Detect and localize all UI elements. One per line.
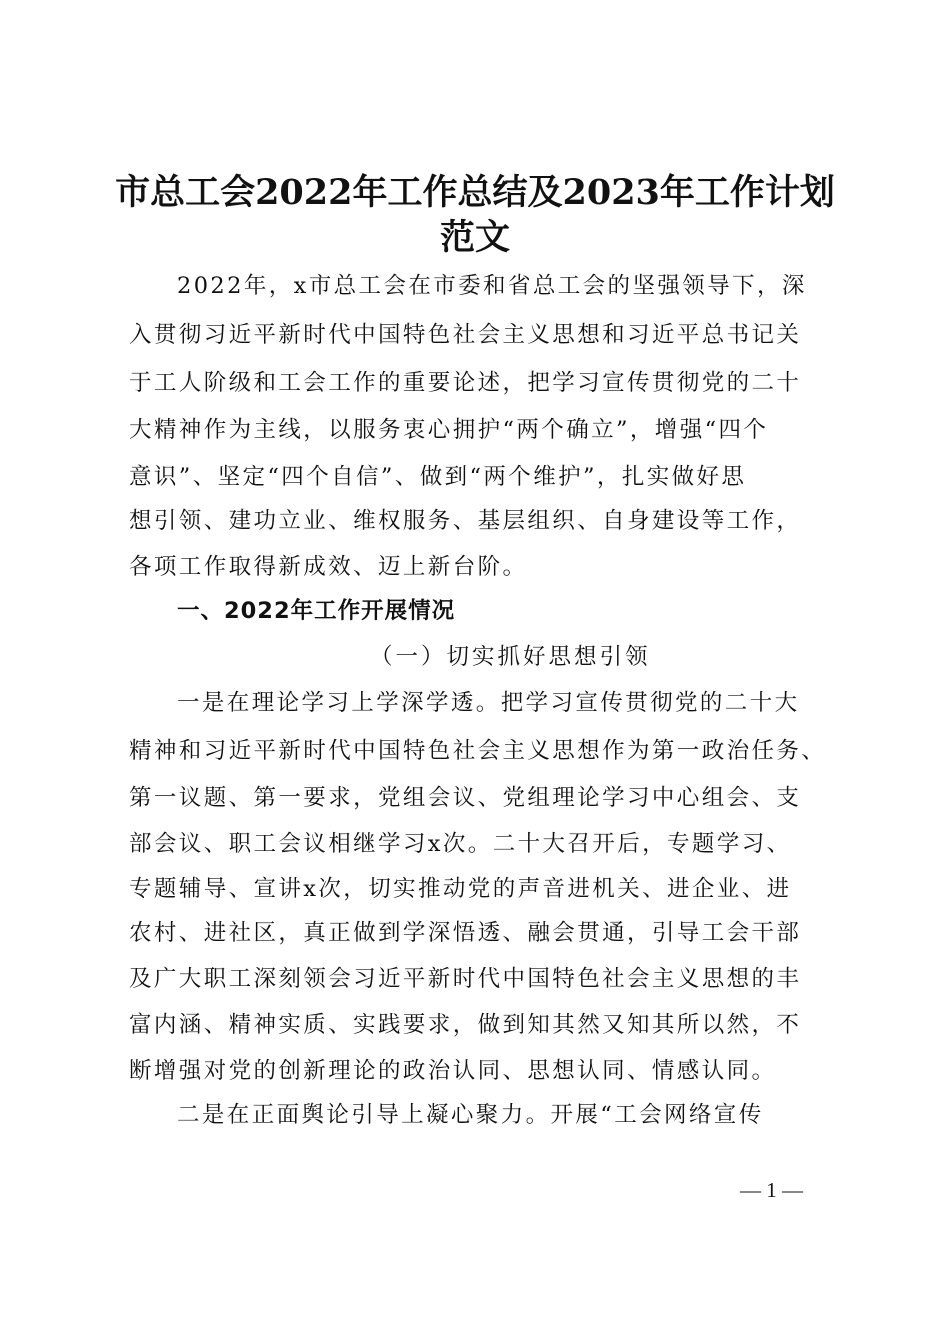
paragraph-2-line-6: 农村、进社区，真正做到学深悟透、融会贯通，引导工会干部 (129, 920, 802, 946)
section-heading-1: 一、2022年工作开展情况 (177, 598, 456, 624)
subsection-heading-1: （一）切实抓好思想引领 (370, 644, 651, 670)
paragraph-2-line-8: 富内涵、精神实质、实践要求，做到知其然又知其所以然，不 (129, 1012, 802, 1038)
paragraph-1-line-2: 入贯彻习近平新时代中国特色社会主义思想和习近平总书记关 (129, 322, 802, 348)
paragraph-1-line-6: 想引领、建功立业、维权服务、基层组织、自身建设等工作， (129, 508, 802, 534)
paragraph-1-line-1: 2022年，x市总工会在市委和省总工会的坚强领导下，深 (177, 273, 807, 299)
paragraph-1-line-7: 各项工作取得新成效、迈上新台阶。 (129, 554, 528, 580)
paragraph-2-line-3: 第一议题、第一要求，党组会议、党组理论学习中心组会、支 (129, 785, 802, 811)
paragraph-3-line-1: 二是在正面舆论引导上凝心聚力。开展“工会网络宣传 (177, 1102, 764, 1128)
paragraph-1-line-5: 意识”、坚定“四个自信”、做到“两个维护”，扎实做好思 (129, 464, 747, 490)
paragraph-1-line-3: 于工人阶级和工会工作的重要论述，把学习宣传贯彻党的二十 (129, 370, 802, 396)
paragraph-2-line-4: 部会议、职工会议相继学习x次。二十大召开后，专题学习、 (129, 831, 792, 857)
paragraph-2-line-7: 及广大职工深刻领会习近平新时代中国特色社会主义思想的丰 (129, 966, 802, 992)
document-title-line-2: 范文 (439, 217, 510, 258)
document-title-line-1: 市总工会2022年工作总结及2023年工作计划 (115, 172, 835, 213)
paragraph-1-line-4: 大精神作为主线，以服务衷心拥护“两个确立”，增强“四个 (129, 417, 769, 443)
paragraph-2-line-5: 专题辅导、宣讲x次，切实推动党的声音进机关、进企业、进 (129, 876, 792, 902)
page-number: — 1 — (740, 1178, 803, 1202)
paragraph-2-line-2: 精神和习近平新时代中国特色社会主义思想作为第一政治任务、 (129, 738, 827, 764)
paragraph-2-line-1: 一是在理论学习上学深学透。把学习宣传贯彻党的二十大 (177, 690, 800, 716)
paragraph-2-line-9: 断增强对党的创新理论的政治认同、思想认同、情感认同。 (129, 1058, 777, 1084)
